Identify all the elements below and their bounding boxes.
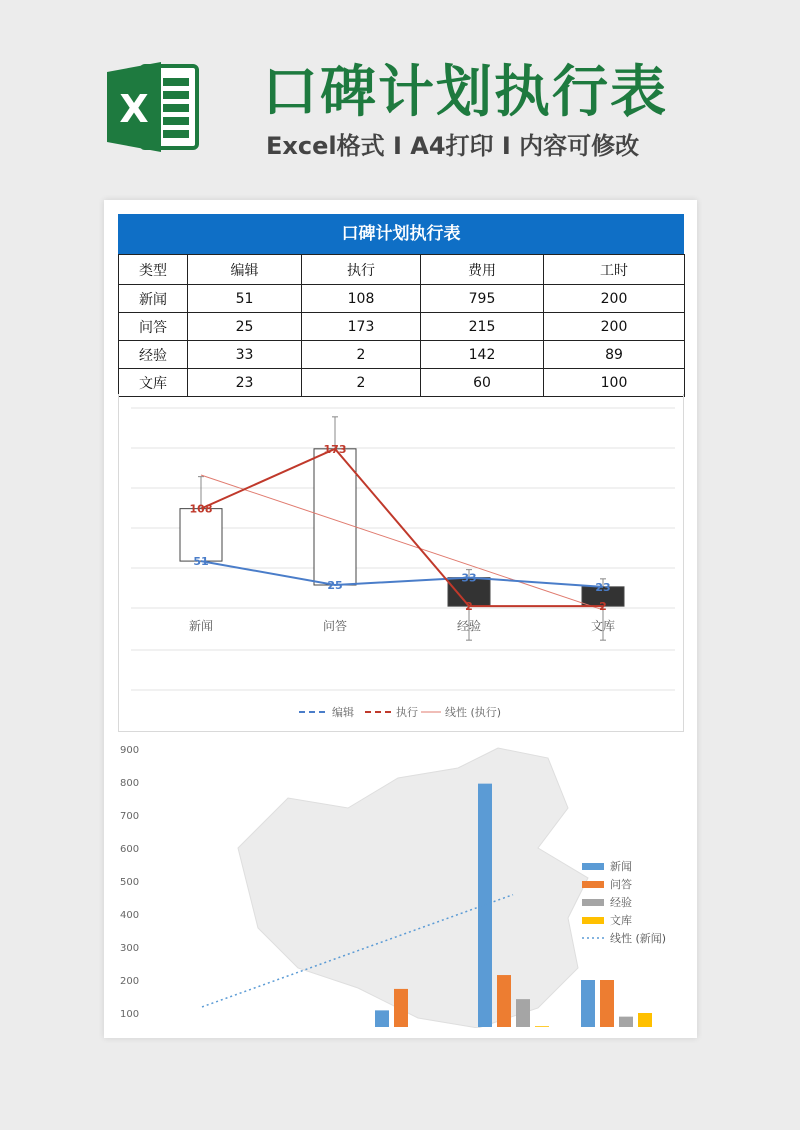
page-subtitle: Excel格式 I A4打印 I 内容可修改 bbox=[266, 132, 640, 160]
table-cell: 89 bbox=[544, 341, 685, 369]
table-cell: 33 bbox=[188, 341, 302, 369]
data-label: 108 bbox=[189, 502, 213, 516]
column-header: 费用 bbox=[421, 255, 544, 285]
table-cell: 200 bbox=[544, 313, 685, 341]
legend-label: 线性 (执行) bbox=[445, 706, 502, 719]
data-label: 2 bbox=[599, 600, 607, 614]
bar bbox=[600, 980, 614, 1027]
table-cell: 795 bbox=[421, 285, 544, 313]
up-bar bbox=[180, 509, 222, 561]
category-label: 问答 bbox=[322, 619, 348, 633]
table-cell: 108 bbox=[302, 285, 421, 313]
bar bbox=[638, 1013, 652, 1027]
legend-label: 经验 bbox=[610, 896, 632, 909]
bar bbox=[375, 1010, 389, 1027]
map-backdrop-icon bbox=[238, 748, 588, 1028]
table-cell: 100 bbox=[544, 369, 685, 397]
y-tick-label: 600 bbox=[120, 844, 140, 855]
table-cell: 25 bbox=[188, 313, 302, 341]
table-row bbox=[119, 285, 685, 313]
logo-letter: X bbox=[119, 87, 149, 131]
table-cell: 文库 bbox=[119, 369, 188, 397]
table-cell: 142 bbox=[421, 341, 544, 369]
category-label: 新闻 bbox=[188, 619, 214, 633]
y-tick-label: 800 bbox=[120, 778, 140, 789]
table-row bbox=[119, 313, 685, 341]
legend-swatch bbox=[582, 881, 604, 888]
legend-swatch bbox=[582, 917, 604, 924]
data-label: 173 bbox=[323, 442, 347, 456]
bar bbox=[535, 1026, 549, 1027]
y-tick-label: 500 bbox=[120, 877, 140, 888]
table-cell: 2 bbox=[302, 341, 421, 369]
table-cell: 问答 bbox=[119, 313, 188, 341]
bar bbox=[581, 980, 595, 1027]
series-line-edit bbox=[201, 561, 603, 587]
table-row bbox=[119, 369, 685, 397]
line-chart bbox=[118, 394, 684, 732]
data-label: 25 bbox=[327, 579, 343, 592]
bar bbox=[497, 975, 511, 1027]
legend-label: 新闻 bbox=[610, 860, 632, 873]
legend-label: 文库 bbox=[610, 914, 632, 927]
data-table bbox=[118, 254, 685, 397]
bar bbox=[394, 989, 408, 1027]
table-row bbox=[119, 341, 685, 369]
y-tick-label: 900 bbox=[120, 745, 140, 756]
table-cell: 173 bbox=[302, 313, 421, 341]
data-label: 51 bbox=[193, 555, 209, 569]
bar bbox=[619, 1017, 633, 1027]
column-header: 编辑 bbox=[188, 255, 302, 285]
bar-chart bbox=[118, 738, 684, 1028]
table-title: 口碑计划执行表 bbox=[118, 214, 684, 254]
bar-chart-svg bbox=[118, 738, 684, 1028]
y-tick-label: 700 bbox=[120, 811, 140, 822]
bar bbox=[516, 999, 530, 1027]
column-header: 类型 bbox=[119, 255, 188, 285]
legend-label: 执行 bbox=[396, 706, 418, 719]
column-header: 工时 bbox=[544, 255, 685, 285]
table-cell: 23 bbox=[188, 369, 302, 397]
legend-label: 问答 bbox=[610, 878, 632, 891]
category-label: 经验 bbox=[456, 619, 482, 633]
y-tick-label: 100 bbox=[120, 1009, 140, 1020]
page-title: 口碑计划执行表 bbox=[262, 60, 668, 125]
table-cell: 2 bbox=[302, 369, 421, 397]
table-cell: 215 bbox=[421, 313, 544, 341]
category-label: 文库 bbox=[590, 619, 616, 633]
up-bar bbox=[314, 449, 356, 585]
legend-swatch bbox=[582, 899, 604, 906]
excel-logo-icon bbox=[103, 58, 201, 156]
table-cell: 新闻 bbox=[119, 285, 188, 313]
legend-label: 线性 (新闻) bbox=[610, 932, 667, 945]
data-label: 23 bbox=[595, 580, 611, 594]
legend-label: 编辑 bbox=[332, 706, 354, 719]
column-header: 执行 bbox=[302, 255, 421, 285]
y-tick-label: 400 bbox=[120, 910, 140, 921]
legend-swatch bbox=[582, 863, 604, 870]
table-cell: 60 bbox=[421, 369, 544, 397]
data-label: 2 bbox=[465, 600, 473, 614]
y-tick-label: 200 bbox=[120, 976, 140, 987]
line-chart-svg bbox=[119, 394, 685, 732]
trendline-execution bbox=[201, 475, 603, 610]
table-cell: 200 bbox=[544, 285, 685, 313]
data-label: 33 bbox=[461, 571, 477, 585]
table-cell: 经验 bbox=[119, 341, 188, 369]
table-cell: 51 bbox=[188, 285, 302, 313]
y-tick-label: 300 bbox=[120, 943, 140, 954]
table-header-row bbox=[119, 255, 685, 285]
